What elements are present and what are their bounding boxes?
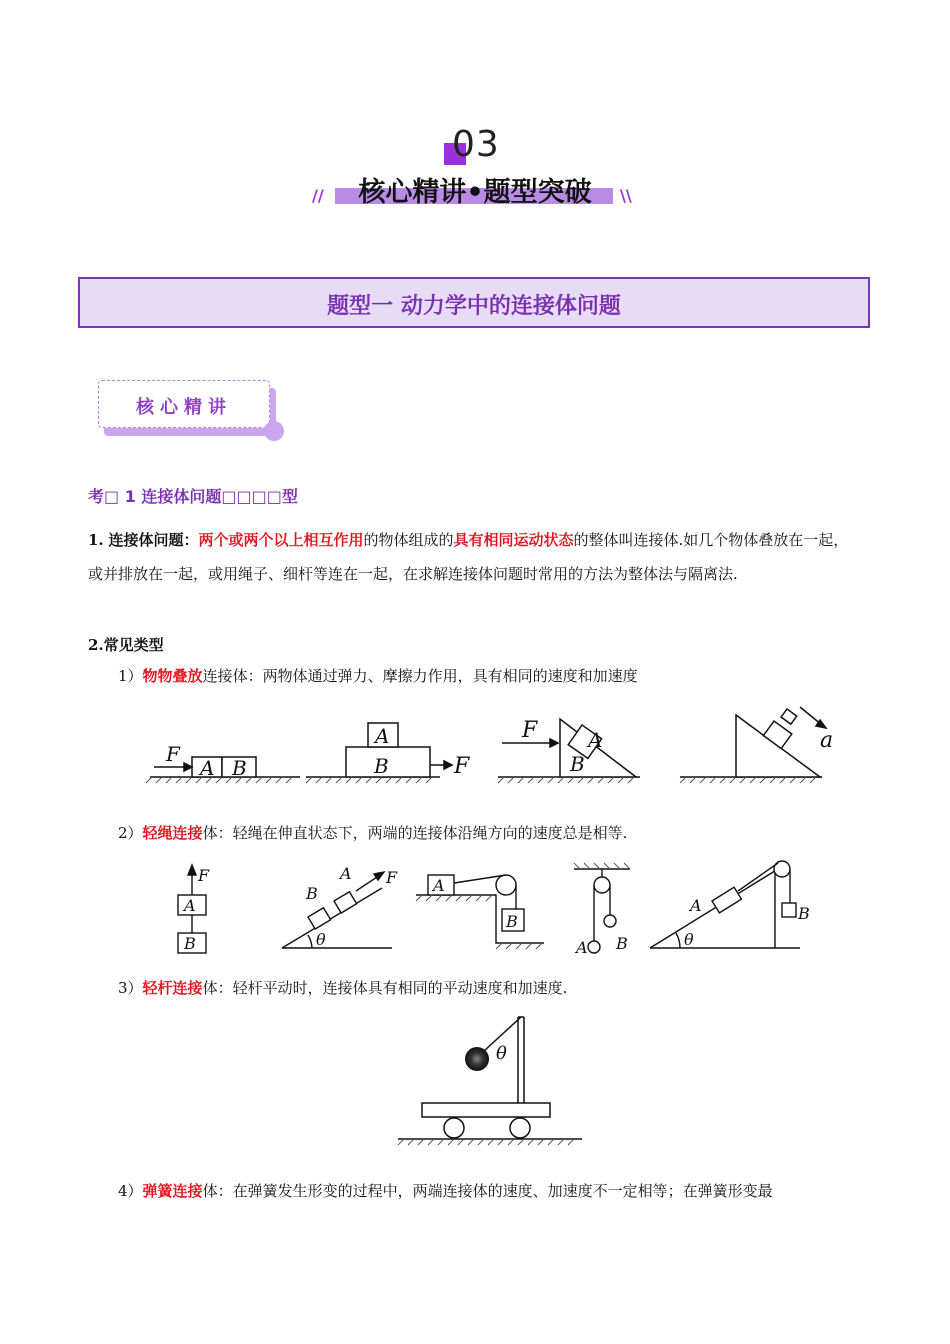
fig5-block-a-label: A [184,896,196,915]
type-3-num: 3） [118,979,143,997]
fig1-block-b-label: B [232,756,247,780]
ball-icon [465,1047,489,1071]
fig1-force-label: F [166,742,180,766]
point1-term: 连接体问题： [108,531,199,549]
badge-label: 核心精讲 [136,397,232,418]
fig6-force-label: F [386,868,398,887]
type-4-suffix: 体 [202,1182,218,1200]
type-1-suffix: 连接体 [202,667,248,685]
type-3-name: 轻杆连接 [142,979,203,997]
fig2-block-a-label: A [375,724,390,748]
right-slash-decoration: \\ [620,186,632,205]
fig7-block-b-label: B [506,912,518,931]
type-2-suffix: 体 [202,824,218,842]
point1-highlight1: 两个或两个以上相互作用 [198,531,364,549]
fig6-theta-label: θ [316,930,326,949]
stacked-blocks-figures [140,695,840,795]
type-3-suffix: 体 [202,979,218,997]
type-1-num: 1） [118,667,143,685]
type-2-line [118,822,627,844]
fig4-accel-label: a [820,728,834,753]
badge-dot-decoration [264,421,284,441]
fig2-force-label: F [454,754,470,779]
fig2-block-b-label: B [374,754,389,778]
point1-text2: 的整体叫连接体.如几个物体叠放在一起，或并排放在一起，或用绳子、细杆等连在一起，在求解连接体问题时常用的方法为整体法与隔离法. [88,531,849,583]
fig3-wedge-b-label: B [570,752,585,776]
type-4-line [118,1180,773,1202]
point1-highlight2: 具有相同运动状态 [453,531,574,549]
type-1-line [118,665,638,687]
fig9-theta-label: θ [684,930,694,949]
type-3-line [118,977,567,999]
type-2-desc: ：轻绳在伸直状态下，两端的连接体沿绳方向的速度总是相等. [217,824,628,842]
fig9-block-a-label: A [690,896,702,915]
fig3-block-a-label: A [588,728,603,752]
section-title: 题型一 动力学中的连接体问题 [327,294,621,319]
fig8-a-label: A [576,938,588,957]
point1-text1: 的物体组成的 [363,531,454,549]
type-4-desc: ：在弹簧发生形变的过程中，两端连接体的速度、加速度不一定相等；在弹簧形变最 [217,1182,773,1200]
type-1-name: 物物叠放 [142,667,203,685]
fig10-theta-label: θ [496,1043,507,1064]
kaodian-heading: 考□ 1 连接体问题□□□□型 [88,487,298,506]
rope-connected-figures [160,855,840,960]
type-2-num: 2） [118,824,143,842]
chapter-number: 03 [452,124,500,165]
chapter-title: 核心精讲•题型突破 [358,177,592,208]
type-2-name: 轻绳连接 [142,824,203,842]
type-1-desc: ：两物体通过弹力、摩擦力作用，具有相同的速度和加速度 [247,667,638,685]
fig9-block-b-label: B [798,904,810,923]
fig3-force-label: F [522,718,538,743]
left-slash-decoration: // [312,186,324,205]
type-3-desc: ：轻杆平动时，连接体具有相同的平动速度和加速度. [217,979,568,997]
point1-paragraph [88,523,863,591]
type-4-name: 弹簧连接 [142,1182,203,1200]
fig6-block-b-label: B [306,884,318,903]
cart-rod-figure [390,1005,590,1150]
fig8-b-label: B [616,934,628,953]
type-4-num: 4） [118,1182,143,1200]
point1-label: 1. [88,531,104,549]
fig5-block-b-label: B [184,934,196,953]
point2-heading: 2.常见类型 [88,636,164,654]
fig7-block-a-label: A [433,876,445,895]
fig1-block-a-label: A [200,756,215,780]
fig5-force-label: F [198,866,210,885]
fig6-block-a-label: A [340,864,352,883]
